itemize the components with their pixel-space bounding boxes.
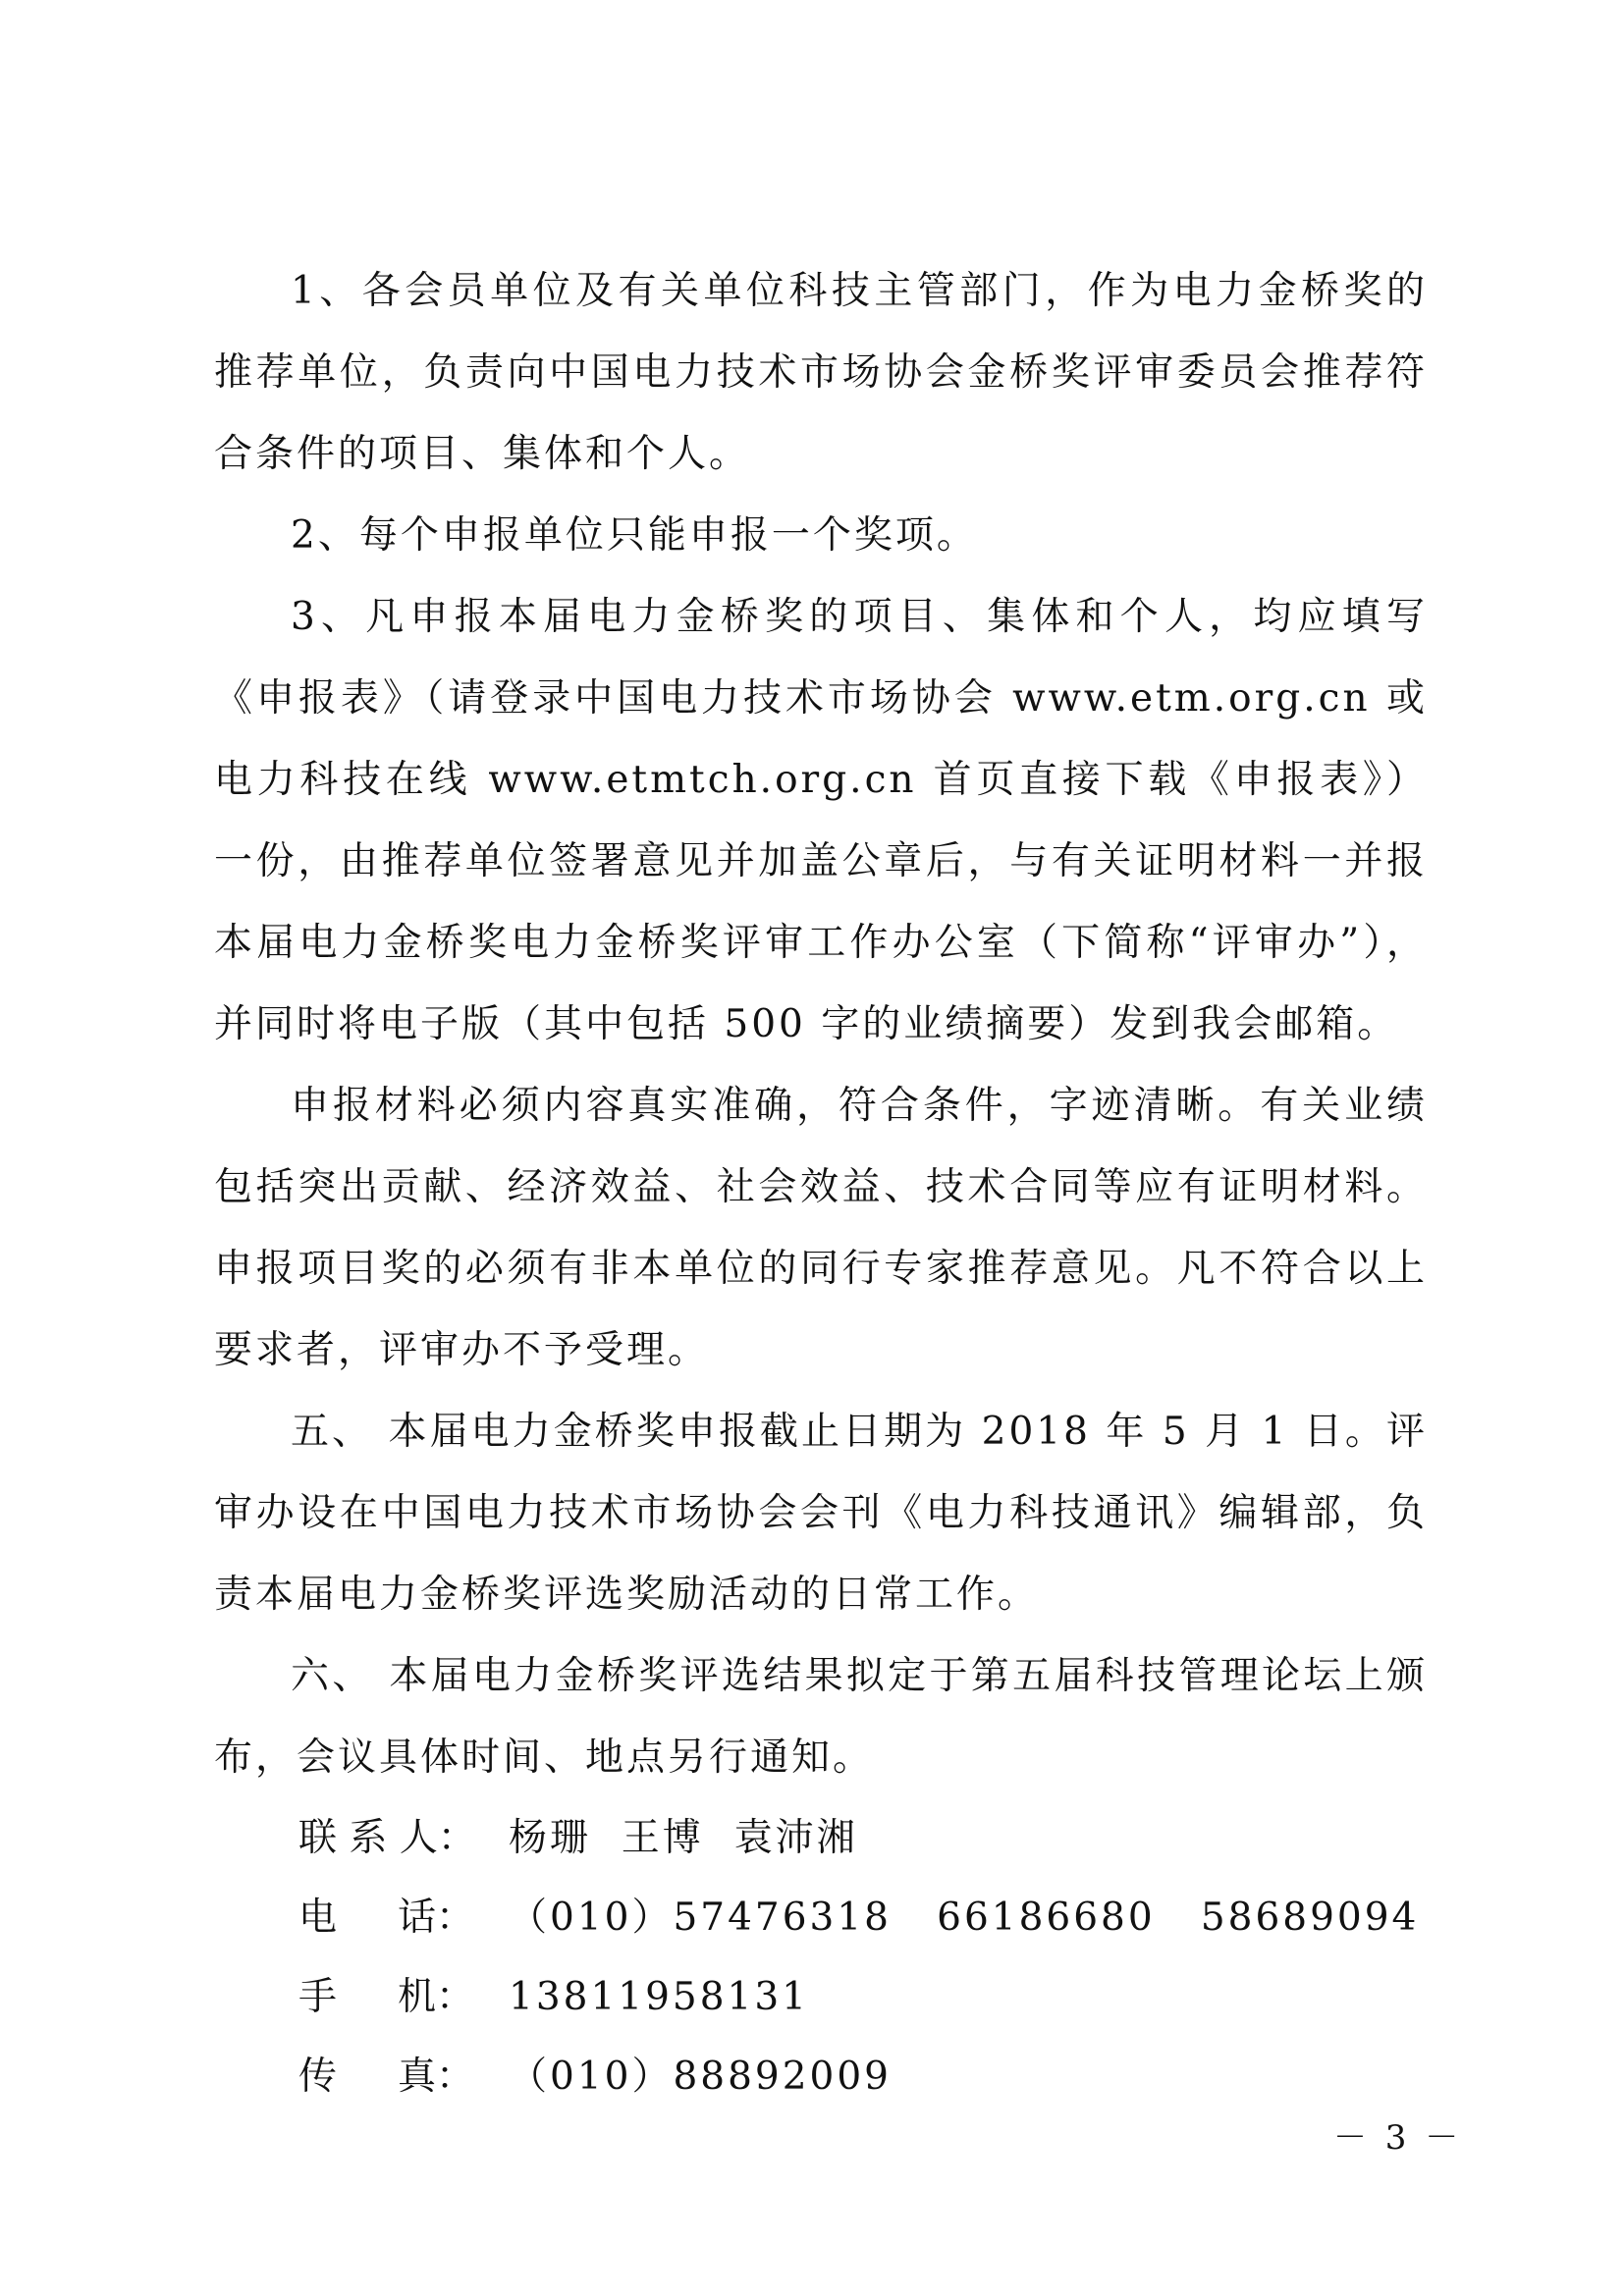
mobile-label: 手 机：	[298, 1975, 474, 2019]
phone-value: （010）57476318 66186680 58689094	[509, 1896, 1420, 1940]
phone-row	[214, 1878, 1428, 1957]
paragraph-section-six: 六、 本届电力金桥奖评选结果拟定于第五届科技管理论坛上颁布，会议具体时间、地点另行通知。	[214, 1654, 1428, 1780]
paragraph-item-1: 1、各会员单位及有关单位科技主管部门，作为电力金桥奖的推荐单位，负责向中国电力技术市场协会金桥奖评审委员会推荐符合条件的项目、集体和个人。	[214, 269, 1428, 476]
mobile-value: 13811958131	[509, 1975, 809, 2019]
contact-person-row	[214, 1798, 1428, 1878]
contact-person-label: 联 系 人：	[298, 1816, 476, 1860]
contact-info	[214, 1798, 1428, 2116]
fax-row	[214, 2037, 1428, 2116]
fax-label: 传 真：	[298, 2055, 474, 2099]
fax-value: （010）88892009	[509, 2055, 892, 2099]
document-body	[214, 250, 1428, 2116]
contact-person-value: 杨珊 王博 袁沛湘	[509, 1816, 858, 1860]
paragraph-materials: 申报材料必须内容真实准确，符合条件，字迹清晰。有关业绩包括突出贡献、经济效益、社会效益、技术合同等应有证明材料。申报项目奖的必须有非本单位的同行专家推荐意见。凡不符合以上要求者，评审办不予受理。	[214, 1084, 1428, 1372]
paragraph-item-3: 3、凡申报本届电力金桥奖的项目、集体和个人，均应填写《申报表》（请登录中国电力技术市场协会 www.etm.org.cn 或电力科技在线 www.etmtch.org.cn 首页直接下载《申报表》）一份，由推荐单位签署意见并加盖公章后，与有关证明材料一并报本届电力金桥奖电力金桥奖评审工作办公室（下简称“评审办”），并同时将电子版（其中包括 500 字的业绩摘要）发到我会邮箱。	[214, 595, 1428, 1046]
phone-label: 电 话：	[298, 1896, 474, 1940]
page-number: － 3 －	[1333, 2118, 1463, 2158]
mobile-row	[214, 1957, 1428, 2037]
paragraph-item-2: 2、每个申报单位只能申报一个奖项。	[291, 513, 978, 558]
paragraph-section-five: 五、 本届电力金桥奖申报截止日期为 2018 年 5 月 1 日。评审办设在中国电力技术市场协会会刊《电力科技通讯》编辑部，负责本届电力金桥奖评选奖励活动的日常工作。	[214, 1410, 1428, 1617]
